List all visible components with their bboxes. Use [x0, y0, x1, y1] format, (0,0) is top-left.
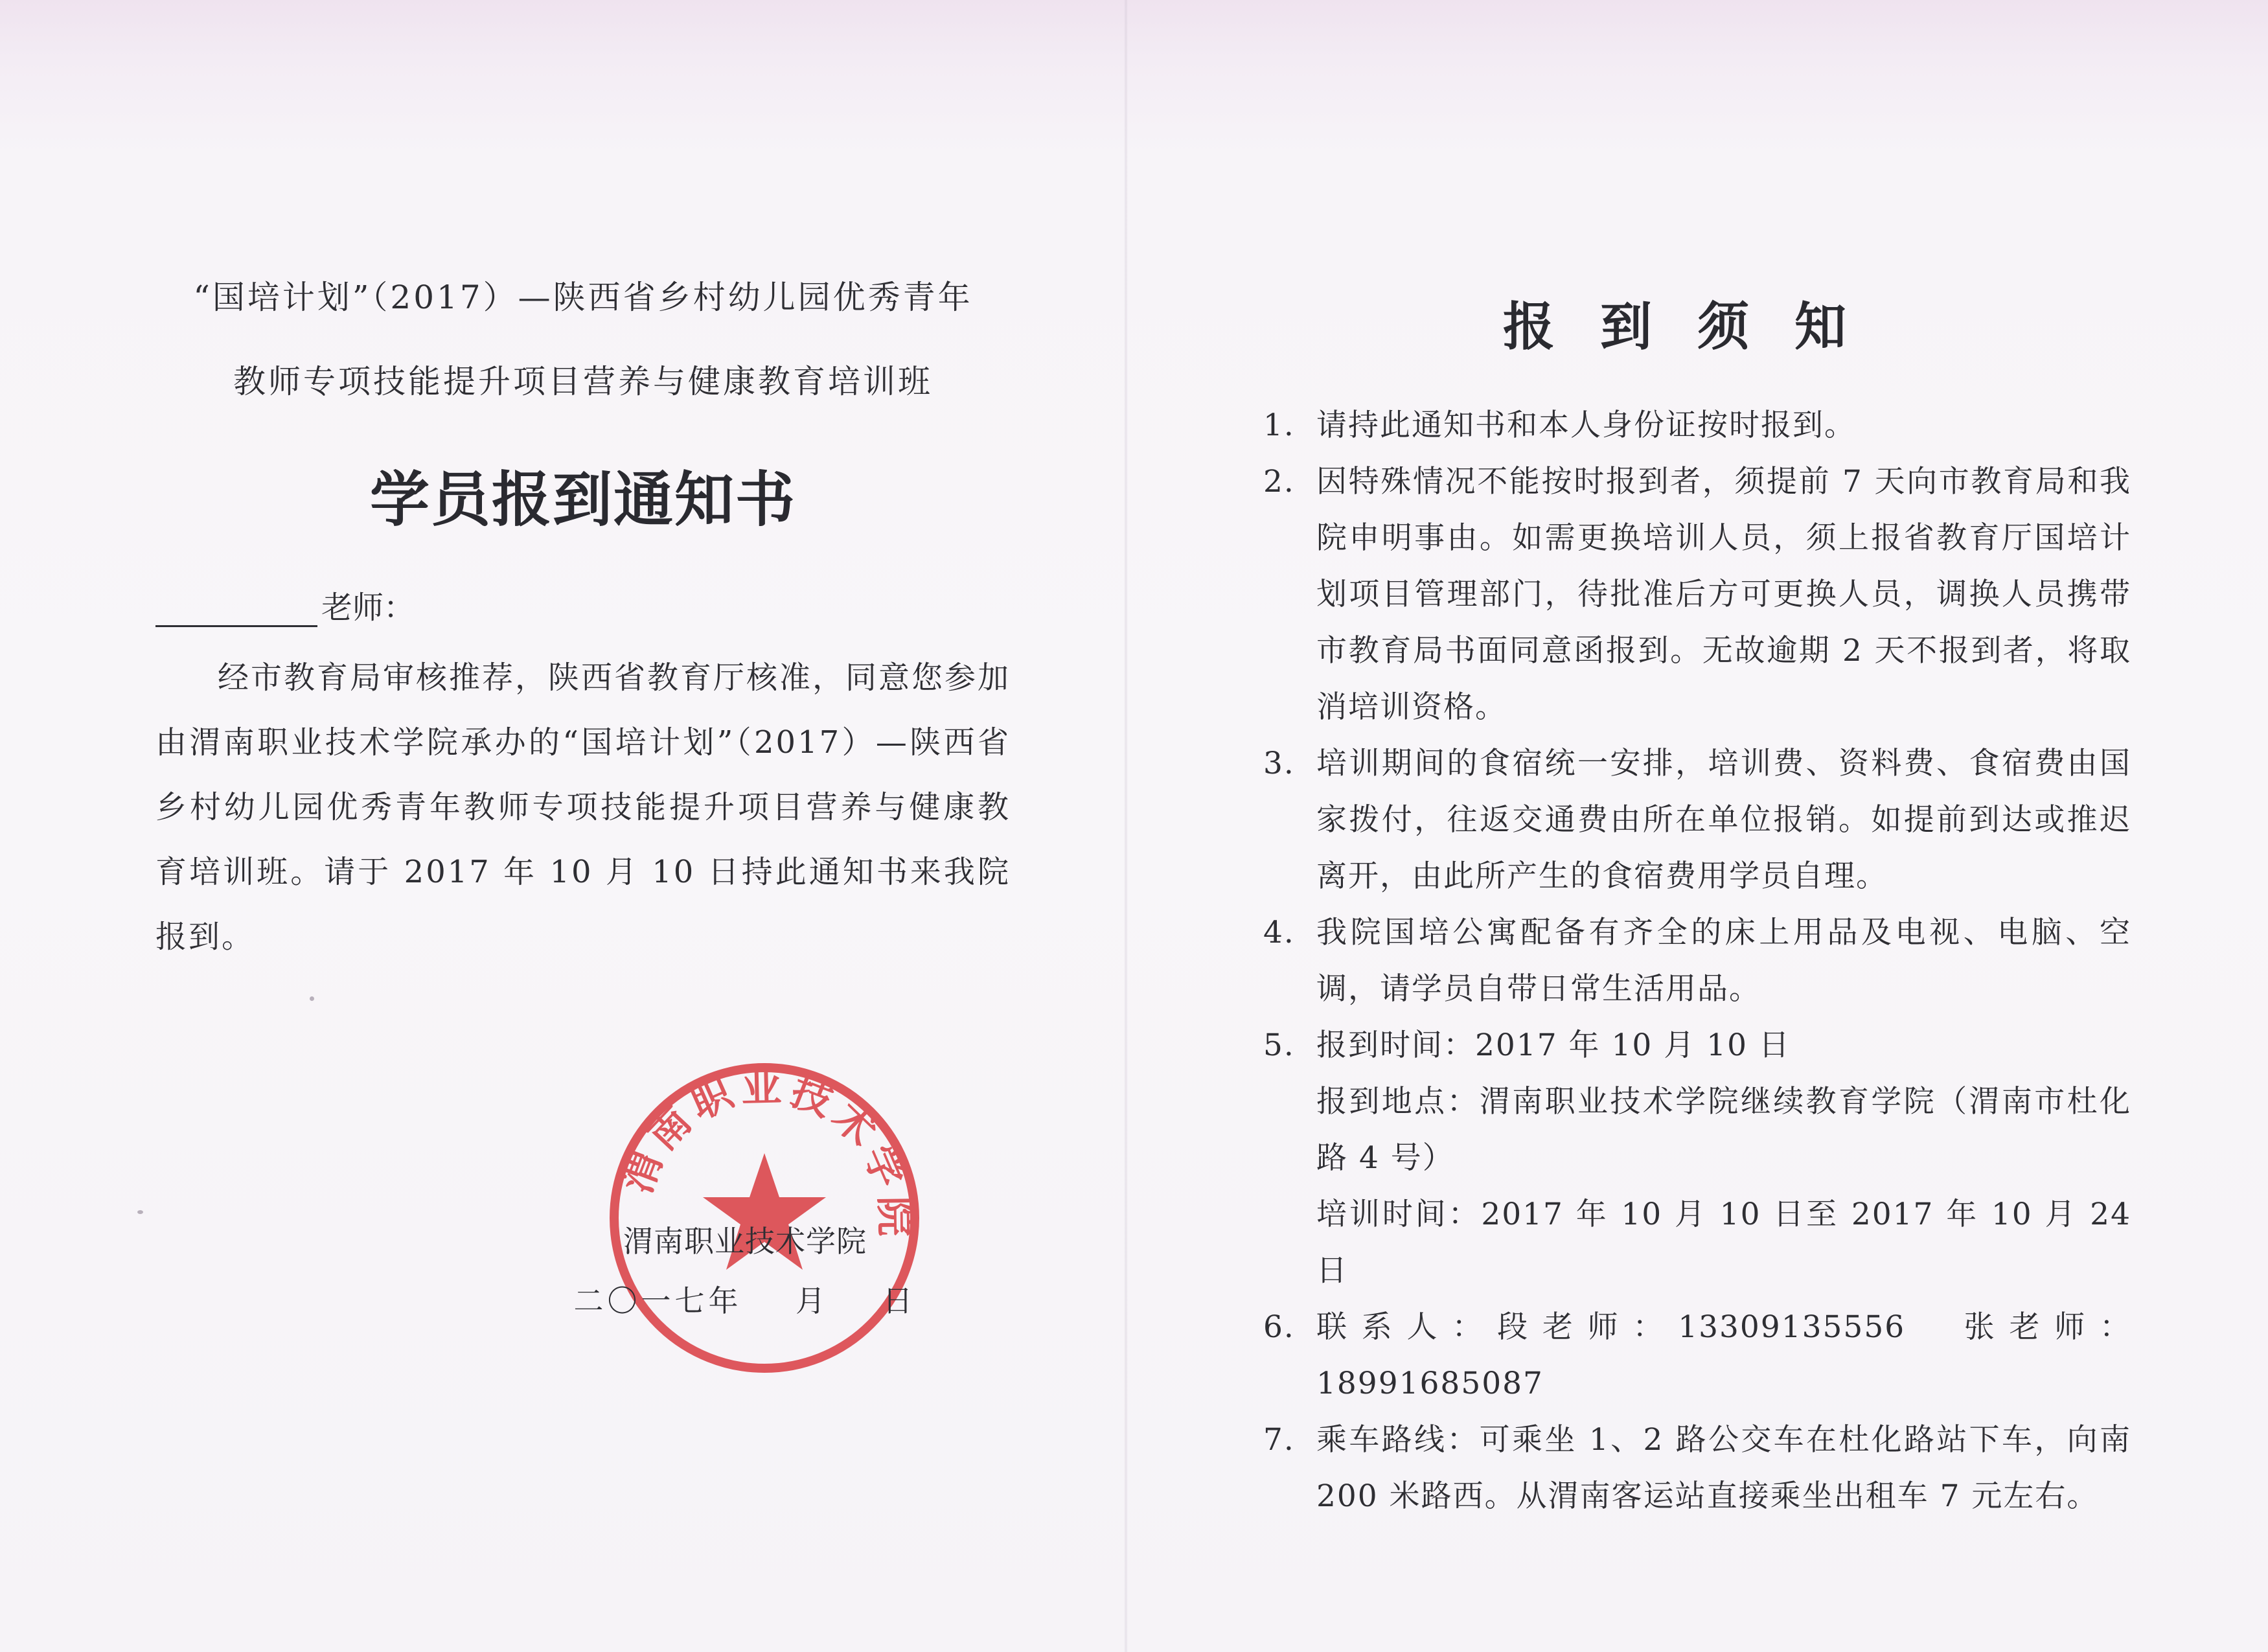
salutation [155, 588, 1011, 627]
notice-item-number: 2. [1263, 464, 1295, 499]
notice-item-text [1316, 1299, 2131, 1412]
notice-item-text [1316, 397, 2131, 453]
notice-item [1263, 453, 2131, 735]
paper-speck [310, 996, 314, 1001]
notice-title: 报到须知 [1503, 297, 1892, 357]
notice-item-line: 联系人：段老师：13309135556 张老师：18991685087 [1316, 1309, 2131, 1401]
page-fold [1124, 0, 1128, 1652]
notice-item-line: 请持此通知书和本人身份证按时报到。 [1316, 407, 1856, 443]
left-page [155, 279, 1011, 969]
notice-item-line: 乘车路线：可乘坐 1、2 路公交车在杜化路站下车，向南 200 米路西。从渭南客运站直接乘坐出租车 7 元左右。 [1316, 1422, 2131, 1514]
notice-item [1263, 904, 2131, 1017]
notice-item-line: 报到地点：渭南职业技术学院继续教育学院（渭南市杜化路 4 号） [1316, 1084, 2131, 1176]
notice-list [1263, 397, 2131, 1524]
notice-item-number: 7. [1263, 1422, 1295, 1458]
document-title: 学员报到通知书 [369, 465, 796, 534]
program-subtitle-line2: 教师专项技能提升项目营养与健康教育培训班 [233, 363, 933, 400]
notice-item-line: 报到时间：2017 年 10 月 10 日 [1316, 1027, 1791, 1063]
notice-item-line: 培训期间的食宿统一安排，培训费、资料费、食宿费由国家拨付，往返交通费由所在单位报销。如提前到达或推迟离开，由此所产生的食宿费用学员自理。 [1316, 746, 2131, 894]
notice-item [1263, 1299, 2131, 1412]
salutation-text: 老师： [321, 590, 415, 626]
notice-item-number: 6. [1263, 1309, 1295, 1345]
notice-item [1263, 735, 2131, 904]
notice-item-text [1316, 1017, 2131, 1299]
notice-item-text [1316, 904, 2131, 1017]
program-subtitle-line1: “国培计划”（2017）—陕西省乡村幼儿园优秀青年 [193, 279, 973, 316]
notice-body: 经市教育局审核推荐，陕西省教育厅核准，同意您参加由渭南职业技术学院承办的“国培计划”（2017）—陕西省乡村幼儿园优秀青年教师专项技能提升项目营养与健康教育培训班。请于 2017 年 10 月 10 日持此通知书来我院报到。 [155, 660, 1011, 955]
notice-item [1263, 1017, 2131, 1299]
signature-date: 二〇一七年 月 日 [573, 1283, 917, 1318]
notice-item-line: 培训时间：2017 年 10 月 10 日至 2017 年 10 月 24 日 [1316, 1197, 2131, 1289]
right-page [1263, 285, 2131, 1524]
notice-item-text [1316, 453, 2131, 735]
notice-item-number: 5. [1263, 1027, 1295, 1063]
notice-item-text [1316, 1412, 2131, 1524]
notice-item-number: 4. [1263, 915, 1295, 950]
notice-item-number: 3. [1263, 746, 1295, 781]
seal-text: 渭南职业技术学院 [613, 1063, 919, 1237]
paper-speck [137, 1210, 143, 1214]
notice-item [1263, 1412, 2131, 1524]
notice-item-text [1316, 735, 2131, 904]
signature-institution: 渭南职业技术学院 [623, 1224, 867, 1259]
notice-item [1263, 397, 2131, 453]
notice-item-line: 我院国培公寓配备有齐全的床上用品及电视、电脑、空调，请学员自带日常生活用品。 [1316, 915, 2131, 1007]
notice-item-number: 1. [1263, 407, 1295, 443]
notice-item-line: 因特殊情况不能按时报到者，须提前 7 天向市教育局和我院申明事由。如需更换培训人员，须上报省教育厅国培计划项目管理部门，待批准后方可更换人员，调换人员携带市教育局书面同意函报到。无故逾期 2 天不报到者，将取消培训资格。 [1316, 464, 2131, 725]
name-blank-line [155, 594, 317, 627]
signature-block [564, 1218, 926, 1320]
